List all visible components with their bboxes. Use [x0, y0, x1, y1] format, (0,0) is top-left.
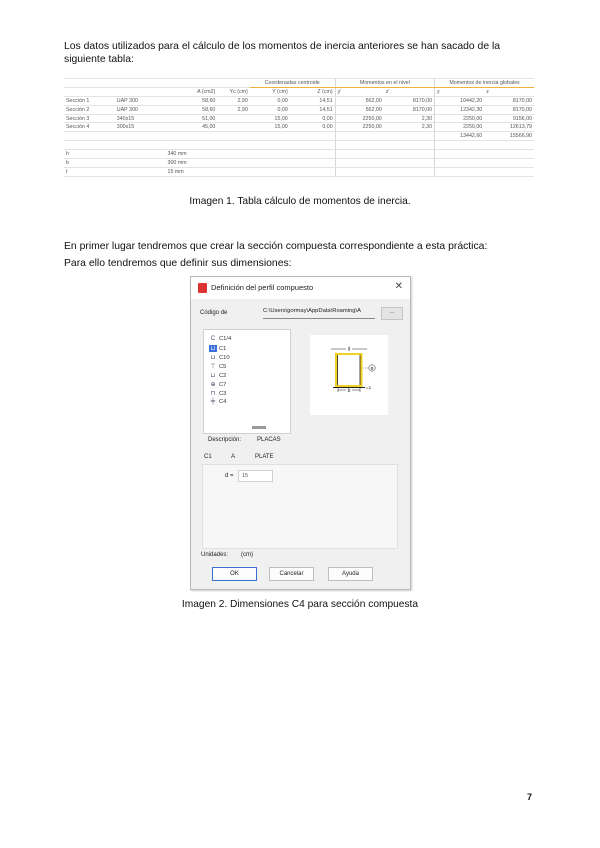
param-header-a: A: [231, 454, 236, 460]
table-row: Sección 2 UAP 300 58,60 2,90 0,00 14,51 562,00 8170,00 12342,30 8170,00: [66, 106, 532, 113]
dialog-titlebar[interactable]: [191, 277, 410, 299]
code-library-label: Código de: [200, 310, 228, 316]
col-header-yc: Yc (cm): [217, 87, 249, 96]
library-path-field[interactable]: C:\Users\gormay\AppData\Roaming\A: [263, 308, 375, 319]
dimension-row: t 15 mm: [64, 168, 534, 177]
browse-button[interactable]: ...: [381, 307, 403, 320]
preview-label-b: b: [347, 388, 351, 394]
dimension-row: h 340 mm: [64, 150, 534, 159]
profile-icon: ⊔: [210, 373, 216, 379]
profile-preview: [310, 335, 388, 415]
col-header-y-global: y: [435, 87, 485, 96]
profile-icon: ⊤: [210, 364, 216, 370]
preview-channel-outline: [338, 355, 361, 385]
col-header-z-prime: z': [384, 87, 435, 96]
paragraph-dimensions: Para ello tendremos que definir sus dimensiones:: [64, 258, 292, 269]
total-z: 15566,90: [484, 132, 534, 141]
list-item[interactable]: ⊔ C1: [210, 346, 227, 352]
table-totals-row: [64, 132, 534, 141]
col-header-y: Y (cm): [250, 87, 290, 96]
description-value: PLACAS: [257, 437, 281, 443]
list-scrollbar[interactable]: [252, 426, 266, 429]
list-item[interactable]: ⊔ C10: [210, 355, 230, 361]
table-row: Sección 3 340x15 51,00 15,00 0,00 2250,00 2,30 2250,00 9156,00: [66, 115, 532, 122]
table-row: Sección 4 300x15 45,00 15,00 0,00 2250,00 2,30 2250,00 12613,79: [66, 124, 532, 131]
app-icon: [198, 283, 207, 293]
list-item[interactable]: C C1/4: [210, 336, 232, 342]
composite-profile-dialog: [190, 276, 411, 590]
list-item[interactable]: ⊔ C2: [210, 373, 227, 379]
profile-icon: ⊔: [210, 355, 216, 361]
preview-top-plate: [335, 353, 363, 355]
paragraph-composite-section: En primer lugar tendremos que crear la sección compuesta correspondiente a esta práctica:: [64, 241, 488, 252]
preview-label-d: d: [347, 346, 351, 353]
col-header-z-global: z: [484, 87, 534, 96]
col-header-z: Z (cm): [290, 87, 335, 96]
group-header-level: Momentos en el nivel: [335, 79, 434, 88]
param-header-name: C1: [204, 454, 212, 460]
units-label: Unidades:: [201, 552, 229, 558]
profile-icon: ⊕: [210, 382, 216, 388]
profile-icon: ⊓: [210, 391, 216, 397]
dimension-row: b 300 mm: [64, 159, 534, 168]
total-y: 13442,60: [435, 132, 485, 141]
image-caption-2: Imagen 2. Dimensiones C4 para sección compuesta: [181, 599, 419, 610]
list-item[interactable]: ⊤ C5: [210, 364, 227, 370]
group-header-global: Momentos de inercia globales: [435, 79, 534, 88]
image-caption-1: Imagen 1. Tabla cálculo de momentos de inercia.: [189, 196, 411, 207]
col-header-y-prime: y': [335, 87, 384, 96]
col-header-area: A (cm2): [166, 87, 218, 96]
page-number: 7: [527, 792, 533, 802]
close-icon[interactable]: ✕: [394, 281, 403, 292]
list-item[interactable]: ╪ C4: [210, 399, 227, 405]
profile-icon: ╪: [210, 399, 216, 405]
preview-label-one: =1: [366, 385, 372, 390]
param-d-input[interactable]: 15: [238, 470, 273, 482]
profile-icon: ⊔: [210, 346, 216, 352]
intro-paragraph: Los datos utilizados para el cálculo de los momentos de inercia anteriores se han sacado de la siguiente tabla:: [64, 41, 501, 65]
param-header-type: PLATE: [255, 454, 274, 460]
cancel-button[interactable]: Cancelar: [269, 567, 314, 581]
profile-icon: C: [210, 336, 216, 342]
list-item[interactable]: ⊓ C3: [210, 391, 227, 397]
group-header-centroid: Coordenadas centroide: [250, 79, 335, 88]
dialog-title: Definición del perfil compuesto: [211, 283, 314, 292]
ok-button[interactable]: OK: [212, 567, 257, 581]
units-value: (cm): [241, 552, 253, 558]
inertia-data-table: [64, 78, 534, 177]
preview-label-b2: B: [370, 365, 374, 371]
table-row: Sección 1 UAP 300 58,60 2,90 0,00 14,51 562,00 8170,00 10442,20 8170,00: [66, 97, 532, 104]
profile-list[interactable]: [203, 329, 291, 434]
preview-bottom-plate: [335, 385, 363, 387]
description-label: Descripción:: [208, 437, 242, 443]
help-button[interactable]: Ayuda: [328, 567, 373, 581]
list-item[interactable]: ⊕ C7: [210, 382, 227, 388]
param-d-label: d =: [225, 473, 234, 479]
